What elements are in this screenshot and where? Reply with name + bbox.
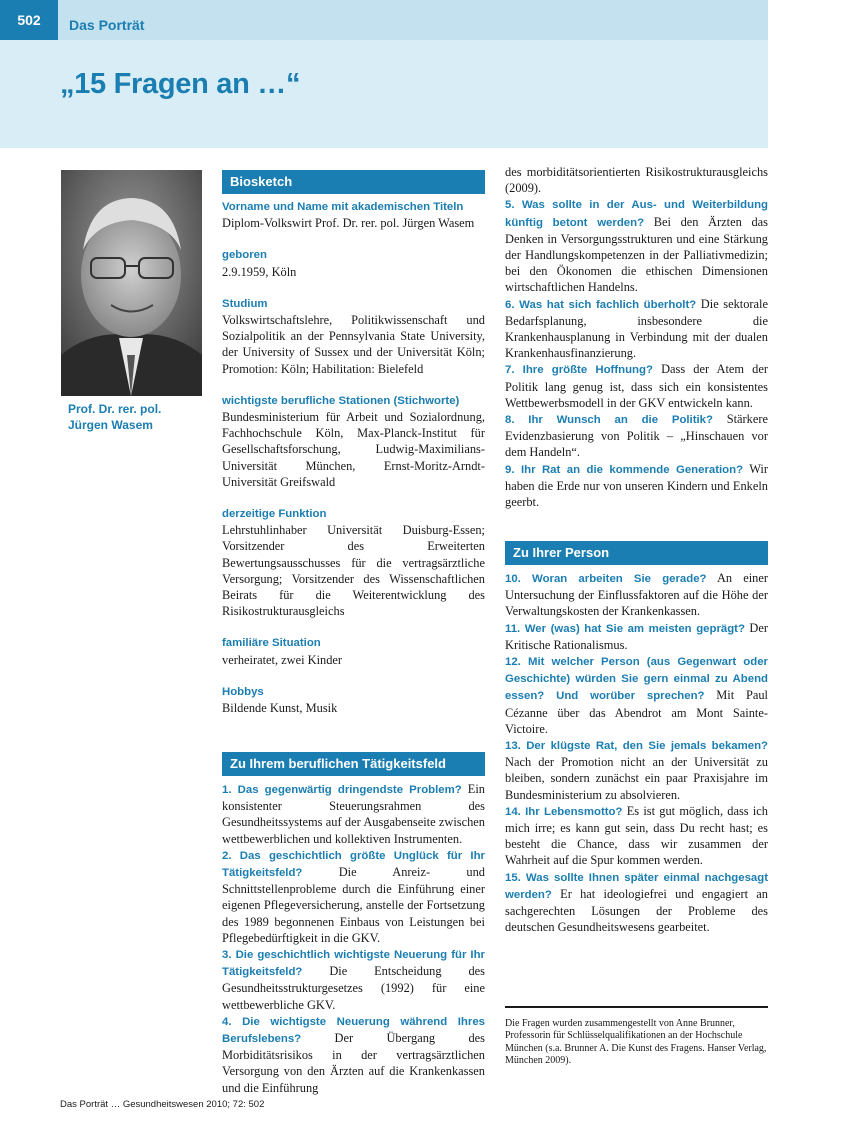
person-heading: Zu Ihrer Person	[505, 541, 768, 565]
qa-item	[505, 653, 768, 737]
answer: Ein konsistenter Steuerungsrahmen des Gesundheitssystems auf der Ausgabenseite zwischen wettbewerblichen und kollektiven Instrumenten.	[222, 782, 485, 846]
footnote-rule	[505, 1006, 768, 1008]
answer: Dass der Atem der Politik lang genug ist, dass sich ein konsistentes Wettbewerbsmodell in der GKV entwickeln kann.	[505, 362, 768, 410]
qa-item	[505, 296, 768, 362]
answer: Stärkere Evidenzbasierung von Politik – „Hinschauen vor dem Handeln“.	[505, 412, 768, 460]
bio-text: Lehrstuhlinhaber Universität Duisburg-Essen; Vorsitzender des Erweiterten Bewertungsausschusses für die vertragsärztliche Versorgung; Vorsitzender des Wissenschaftlichen Beirats für die Weiterentwicklung des Risikostrukturausgleichs	[222, 523, 485, 619]
bio-text: 2.9.1959, Köln	[222, 264, 297, 279]
beruf-heading: Zu Ihrem beruflichen Tätigkeitsfeld	[222, 752, 485, 776]
qa-item	[505, 803, 768, 869]
qa-item	[505, 620, 768, 653]
qa-item	[505, 411, 768, 461]
question: 1. Das gegenwärtig dringendste Problem?	[222, 784, 462, 796]
question: 14. Ihr Lebensmotto?	[505, 805, 623, 818]
column-right	[505, 164, 768, 510]
question: 13. Der klügste Rat, den Sie jemals bekamen?	[505, 740, 768, 753]
answer: Die Entscheidung des Gesundheitsstrukturgesetzes (1992) für eine wettbewerbliche GKV.	[222, 964, 485, 1012]
column-middle-questions	[222, 752, 485, 1096]
answer: Bei den Ärzten das Denken in Versorgungsstrukturen und eine Stärkung der Handlungskompetenzen in der Palliativmedizin; bei den Ökonomen die ethischen Dimensionen wirtschaftlichen Handelns.	[505, 214, 768, 295]
column-middle	[222, 170, 485, 716]
question: 11. Wer (was) hat Sie am meisten geprägt?	[505, 622, 745, 635]
bio-label: Hobbys	[222, 685, 264, 698]
qa-item	[505, 570, 768, 620]
qa-item	[505, 869, 768, 936]
column-right-person	[505, 541, 768, 935]
answer: Es ist gut möglich, dass ich mich irre; es kann gut sein, dass Du recht hast; es besteht die Chance, dass wir zusammen der Wahrheit auf die Spur kommen werden.	[505, 803, 768, 868]
question: 9. Ihr Rat an die kommende Generation?	[505, 463, 744, 476]
page-number: 502	[0, 0, 58, 40]
bio-label: Studium	[222, 297, 268, 310]
section-title: Das Porträt	[69, 17, 145, 33]
question: 15. Was sollte Ihnen später einmal nachgesagt werden?	[505, 871, 768, 901]
bio-text: Bildende Kunst, Musik	[222, 701, 338, 716]
answer: Die sektorale Bedarfsplanung, insbesondere die Krankenhausplanung in Verbindung mit der dualen Krankenhausfinanzierung.	[505, 296, 768, 361]
bio-label: Vorname und Name mit akademischen Titeln	[222, 201, 464, 213]
qa-item	[505, 737, 768, 803]
question: 7. Ihre größte Hoffnung?	[505, 364, 653, 377]
caption-line: Jürgen Wasem	[68, 418, 153, 432]
answer: Wir haben die Erde nur von unseren Kindern und Enkeln geerbt.	[505, 461, 768, 510]
portrait-photo	[61, 170, 202, 396]
qa-item	[505, 196, 768, 295]
qa-item	[222, 946, 485, 1013]
page-footer: Das Porträt … Gesundheitswesen 2010; 72: 502	[60, 1099, 265, 1110]
bio-text: verheiratet, zwei Kinder	[222, 652, 343, 667]
page-title: „15 Fragen an …“	[60, 68, 301, 100]
qa-item	[505, 461, 768, 511]
qa-item	[222, 1013, 485, 1096]
qa-item	[222, 847, 485, 946]
question: 3. Die geschichtlich wichtigste Neuerung für Ihr Tätigkeitsfeld?	[222, 949, 485, 979]
answer: An einer Untersuchung der Einflussfaktoren auf die Höhe der Verwaltungskosten der Krankenkassen.	[505, 571, 768, 619]
qa-item	[222, 781, 485, 847]
continuation-text: des morbiditätsorientierten Risikostrukturausgleichs (2009).	[505, 165, 768, 196]
question: 4. Die wichtigste Neuerung während Ihres Berufslebens?	[222, 1015, 485, 1046]
biosketch-heading: Biosketch	[222, 170, 485, 194]
question: 10. Woran arbeiten Sie gerade?	[505, 573, 707, 585]
answer: Der Kritische Rationalismus.	[505, 620, 768, 652]
bio-label: wichtigste berufliche Stationen (Stichworte)	[222, 394, 460, 407]
answer: Nach der Promotion nicht an der Universität zu bleiben, sondern zunächst ein paar Praxisjahre im Bundesministerium zu absolvieren.	[505, 755, 768, 802]
bio-text: Volkswirtschaftslehre, Politikwissenschaft und Sozialpolitik an der Pennsylvania State University, der University of Sussex und der Universität Köln; Promotion: Köln; Habilitation: Bielefeld	[222, 313, 485, 376]
question: 12. Mit welcher Person (aus Gegenwart oder Geschichte) würden Sie gern einmal zu Abend essen? Und worüber sprechen?	[505, 656, 768, 703]
qa-item	[505, 361, 768, 411]
bio-label: familiäre Situation	[222, 637, 321, 650]
question: 2. Das geschichtlich größte Unglück für Ihr Tätigkeitsfeld?	[222, 849, 485, 880]
bio-label: derzeitige Funktion	[222, 508, 327, 521]
answer: Mit Paul Cézanne über das Abendrot am Mont Sainte-Victoire.	[505, 688, 768, 736]
photo-caption	[68, 401, 208, 433]
question: 6. Was hat sich fachlich überholt?	[505, 298, 697, 311]
answer: Die Anreiz- und Schnittstellenprobleme durch die Einführung einer eigenen Pflegeversicherung, anstelle der Fortsetzung des 1989 begonnenen Einbaus von Leistungen bei Pflegebedürftigkeit in die GKV.	[222, 865, 485, 945]
answer: Er hat ideologiefrei und engagiert an sachgerechten Lösungen der Probleme des deutschen Gesundheitswesens gearbeitet.	[505, 886, 768, 935]
question: 5. Was sollte in der Aus- und Weiterbildung künftig betont werden?	[505, 199, 768, 229]
bio-label: geboren	[222, 249, 267, 262]
bio-text: Bundesministerium für Arbeit und Sozialordnung, Fachhochschule Köln, Max-Planck-Institut für Gesellschaftsforschung, Ludwig-Maximilians-Universität München, Ernst-Moritz-Arndt-Universität Greifswald	[222, 410, 485, 489]
question: 8. Ihr Wunsch an die Politik?	[505, 414, 713, 427]
answer: Der Übergang des Morbiditätsrisikos in der vertragsärztlichen Versorgung von den Ärzten auf die Krankenkassen und die Einführung	[222, 1031, 485, 1095]
footnote: Die Fragen wurden zusammengestellt von Anne Brunner, Professorin für Schlüsselqualifikationen an der Hochschule München (s.a. Brunner A. Die Kunst des Fragens. Hanser Verlag, München 2009).	[505, 1018, 767, 1067]
bio-text: Diplom-Volkswirt Prof. Dr. rer. pol. Jürgen Wasem	[222, 216, 475, 231]
caption-line: Prof. Dr. rer. pol.	[68, 402, 162, 416]
